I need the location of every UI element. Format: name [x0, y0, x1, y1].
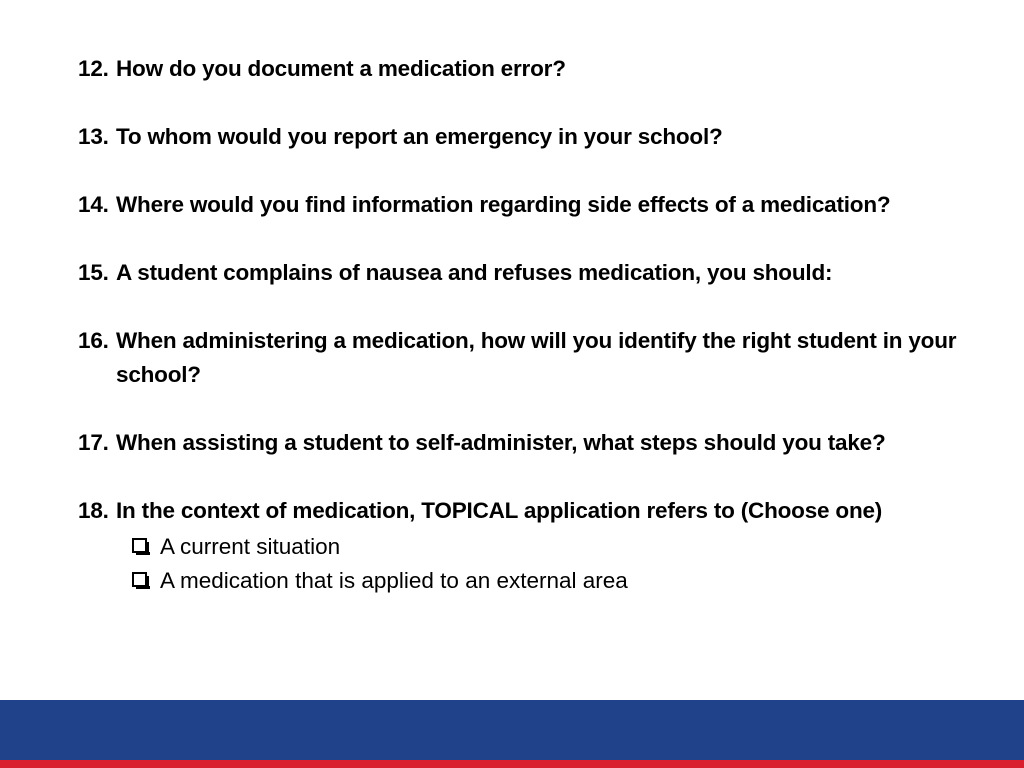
footer-red-stripe [0, 760, 1024, 768]
question-item [78, 256, 1008, 290]
answer-options [78, 530, 1024, 598]
question-number: 12. [78, 56, 109, 81]
question-item [78, 52, 1008, 86]
question-number: 17. [78, 430, 109, 455]
question-item [78, 324, 1008, 392]
answer-option[interactable] [132, 564, 1024, 598]
question-number: 16. [78, 328, 109, 353]
question-text: When assisting a student to self-administer, what steps should you take? [116, 430, 886, 455]
question-list [78, 52, 1008, 528]
checkbox-icon[interactable] [132, 538, 147, 553]
question-number: 15. [78, 260, 109, 285]
question-item [78, 494, 1008, 528]
answer-option[interactable] [132, 530, 1024, 564]
question-number: 14. [78, 192, 109, 217]
question-number: 18. [78, 498, 109, 523]
question-item [78, 120, 1008, 154]
question-text: To whom would you report an emergency in your school? [116, 124, 723, 149]
question-text: A student complains of nausea and refuses medication, you should: [116, 260, 833, 285]
question-text: How do you document a medication error? [116, 56, 566, 81]
question-item [78, 188, 1008, 222]
question-text [116, 494, 1008, 528]
question-number: 13. [78, 124, 109, 149]
answer-option-label: A current situation [160, 534, 341, 559]
question-text: When administering a medication, how will you identify the right student in your school? [116, 328, 957, 387]
question-text-label: In the context of medication, TOPICAL application refers to (Choose one) [116, 498, 883, 523]
question-text: Where would you find information regarding side effects of a medication? [116, 192, 891, 217]
footer-blue-band [0, 700, 1024, 760]
answer-option-label: A medication that is applied to an external area [160, 568, 628, 593]
checkbox-icon[interactable] [132, 572, 147, 587]
question-item [78, 426, 1008, 460]
